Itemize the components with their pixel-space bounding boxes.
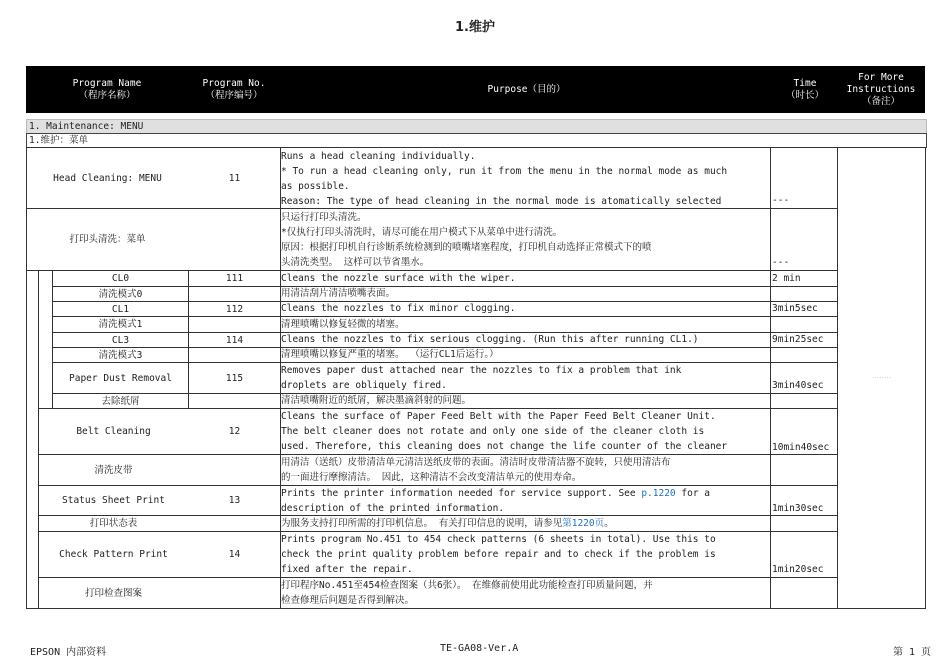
- program-name-cl3-cn: 清洗模式3: [98, 349, 143, 361]
- program-no-status: 13: [228, 495, 241, 506]
- purpose-cl0: Cleans the nozzle surface with the wiper.: [281, 273, 516, 284]
- purpose-line: Reason: The type of head cleaning in the normal mode is atomatically selected: [281, 196, 722, 207]
- purpose-line: Removes paper dust attached near the nozzles to fix a problem that ink: [281, 365, 682, 376]
- purpose-cl0-cn: 用清洁刮片清洁喷嘴表面。: [281, 288, 396, 299]
- page-link[interactable]: p.1220: [641, 488, 676, 499]
- section-band-cn: 1.维护：菜单: [26, 133, 927, 148]
- header-instructions: For More Instructions （备注）: [846, 71, 916, 107]
- footer-center: TE-GA08-Ver.A: [440, 643, 519, 654]
- purpose-line: Prints program No.451 to 454 check patterns (6 sheets in total). Use this to: [281, 534, 716, 545]
- purpose-line: description of the printed information.: [281, 503, 505, 514]
- header-purpose: Purpose（目的）: [487, 83, 566, 95]
- program-name-cl3: CL3: [111, 334, 130, 346]
- time-head-cleaning: ---: [772, 195, 790, 206]
- program-name-check-cn: 打印检查图案: [84, 587, 142, 599]
- program-name-check: Check Pattern Print: [59, 549, 168, 560]
- instructions-cell: --------: [871, 374, 892, 380]
- purpose-line: 打印程序No.451至454检查图案（共6张）。 在维修前使用此功能检查打印质量问题，并: [281, 580, 653, 591]
- program-name-paper-dust: Paper Dust Removal: [69, 372, 172, 384]
- program-name-cl0-cn: 清洗模式0: [98, 288, 143, 300]
- purpose-cl3-cn: 清理喷嘴以修复严重的堵塞。 （运行CL1后运行。）: [281, 349, 499, 360]
- purpose-head-cleaning: [281, 149, 769, 209]
- purpose-text: 。: [604, 518, 614, 529]
- program-no-cl3: 114: [225, 334, 244, 346]
- purpose-line: 原因：根据打印机自行诊断系统检测到的喷嘴堵塞程度，打印机自动选择正常模式下的喷: [281, 242, 652, 253]
- program-no-head-cleaning: 11: [228, 172, 241, 184]
- purpose-line: * To run a head cleaning only, run it from the menu in the normal mode as much: [281, 166, 728, 177]
- program-no-cl0: 111: [225, 273, 244, 284]
- footer-right: 第 1 页: [893, 647, 932, 658]
- purpose-line: 检查修理后问题是否得到解决。: [281, 595, 415, 606]
- time-belt: 10min40sec: [772, 442, 830, 453]
- purpose-line: 只运行打印头清洗。: [281, 212, 367, 223]
- purpose-paper-dust-cn: 清洁喷嘴附近的纸屑，解决墨滴斜射的问题。: [281, 395, 472, 406]
- time-check: 1min20sec: [772, 564, 824, 575]
- purpose-line: [281, 486, 769, 501]
- program-no-check: 14: [228, 549, 241, 560]
- purpose-text: Prints the printer information needed for service support. See: [281, 488, 642, 499]
- purpose-head-cleaning-cn: [281, 210, 769, 270]
- purpose-line: as possible.: [281, 181, 350, 192]
- purpose-line: fixed after the repair.: [281, 564, 413, 575]
- purpose-check-cn: [281, 578, 769, 608]
- purpose-line: check the print quality problem before repair and to check if the problem is: [281, 549, 716, 560]
- purpose-text: 为服务支持打印所需的打印机信息。 有关打印信息的说明，请参见: [281, 518, 563, 529]
- time-paper-dust: 3min40sec: [772, 380, 824, 391]
- time-cl0: 2 min: [772, 273, 801, 284]
- program-name-cl0: CL0: [111, 273, 130, 284]
- purpose-cl1: Cleans the nozzles to fix minor clogging.: [281, 303, 516, 314]
- purpose-line: 的一面进行摩擦清洁。 因此，这种清洁不会改变清洁单元的使用寿命。: [281, 472, 582, 483]
- program-name-head-cleaning-cn: 打印头清洗：菜单: [69, 234, 146, 245]
- purpose-cl3: Cleans the nozzles to fix serious clogging. (Run this after running CL1.): [281, 334, 699, 345]
- purpose-text: for a: [675, 488, 710, 499]
- program-name-paper-dust-cn: 去除纸屑: [101, 395, 140, 407]
- purpose-line: droplets are obliquely fired.: [281, 380, 447, 391]
- program-name-status: Status Sheet Print: [62, 495, 165, 506]
- purpose-cl1-cn: 清理喷嘴以修复轻微的堵塞。: [281, 319, 405, 330]
- purpose-check: [281, 532, 769, 577]
- time-cl3: 9min25sec: [772, 334, 824, 345]
- purpose-line: The belt cleaner does not rotate and only one side of the cleaner cloth is: [281, 426, 705, 437]
- header-program-no: Program No. （程序编号）: [202, 77, 266, 101]
- time-status: 1min30sec: [772, 503, 824, 514]
- time-head-cleaning-cn: ---: [772, 257, 790, 268]
- section-band-en: 1. Maintenance: MENU: [26, 119, 927, 134]
- header-program-name: Program Name （程序名称）: [72, 77, 142, 101]
- program-no-paper-dust: 115: [225, 372, 244, 384]
- purpose-line: *仅执行打印头清洗时，请尽可能在用户模式下从菜单中进行清洗。: [281, 227, 563, 238]
- program-name-cl1-cn: 清洗模式1: [98, 319, 143, 330]
- program-no-cl1: 112: [225, 303, 244, 315]
- program-name-status-cn: 打印状态表: [89, 518, 138, 529]
- footer-left: EPSON 内部资料: [30, 647, 107, 658]
- purpose-line: used. Therefore, this cleaning does not change the life counter of the cleaner: [281, 441, 728, 452]
- program-no-belt: 12: [228, 426, 241, 437]
- purpose-paper-dust: [281, 363, 769, 393]
- purpose-belt: [281, 409, 769, 454]
- time-cl1: 3min5sec: [772, 303, 818, 314]
- purpose-belt-cn: [281, 455, 769, 485]
- page-link-cn[interactable]: 第1220页: [562, 518, 605, 529]
- purpose-status: [281, 486, 769, 516]
- program-name-belt-cn: 清洗皮带: [94, 464, 133, 476]
- purpose-line: 头清洗类型。 这样可以节省墨水。: [281, 257, 430, 268]
- program-name-cl1: CL1: [111, 303, 130, 315]
- page-title: 1.维护: [455, 20, 495, 35]
- purpose-line: 用清洁（送纸）皮带清洁单元清洁送纸皮带的表面。清洁时皮带清洁器不旋转，只使用清洁布: [281, 457, 671, 468]
- header-time: Time （时长）: [785, 77, 824, 101]
- purpose-line: Runs a head cleaning individually.: [281, 151, 476, 162]
- program-name-head-cleaning: Head Cleaning: MENU: [53, 172, 162, 184]
- table-header: [26, 66, 925, 113]
- purpose-line: Cleans the surface of Paper Feed Belt with the Paper Feed Belt Cleaner Unit.: [281, 411, 716, 422]
- purpose-status-cn: [281, 516, 769, 531]
- program-name-belt: Belt Cleaning: [76, 426, 151, 437]
